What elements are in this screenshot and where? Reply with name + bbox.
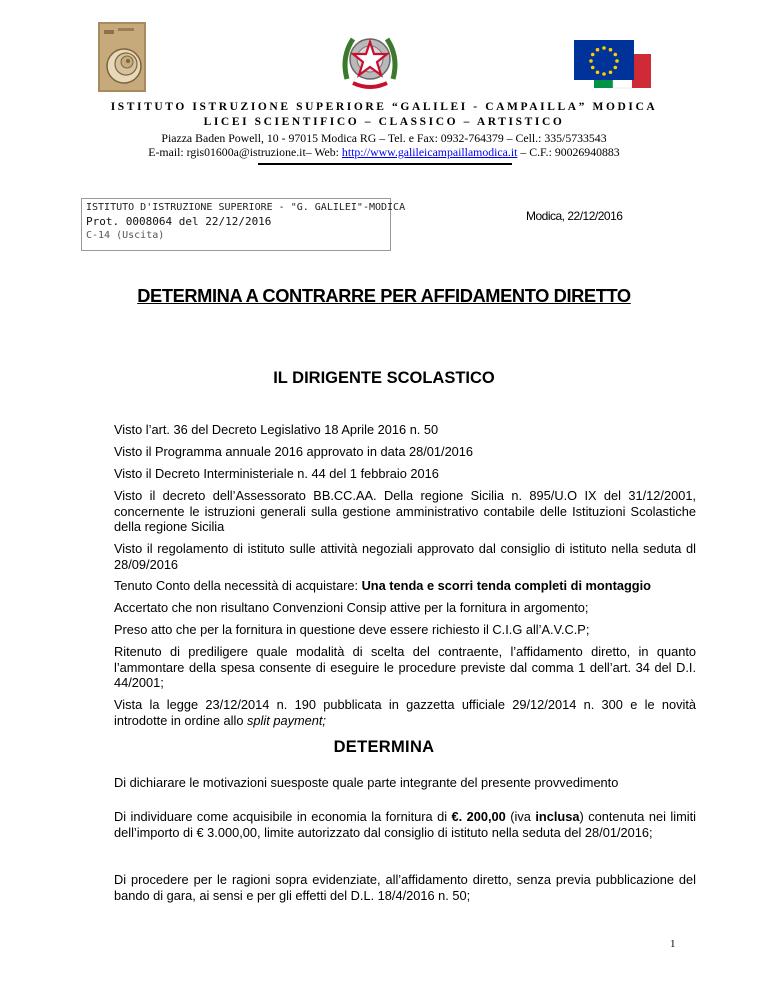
stamp-classification: C-14 (Uscita): [86, 230, 165, 241]
paragraph-visto-2: Visto il Programma annuale 2016 approvato in data 28/01/2016: [114, 444, 474, 459]
determina-2-text-c: ) contenuta nei limiti dell’importo di € 3.000,00, limite autorizzato dal consiglio di istituto nella seduta del 28/01/2016;: [114, 809, 696, 840]
tenuto-conto-text: Tenuto Conto della necessità di acquistare:: [114, 578, 362, 593]
header-divider: [258, 163, 512, 165]
paragraph-determina-2: [114, 809, 696, 840]
paragraph-preso-atto: Preso atto che per la fornitura in questione deve essere richiesto il C.I.G all’A.V.C.P;: [114, 622, 590, 637]
page-number: 1: [670, 938, 676, 950]
document-date: Modica, 22/12/2016: [526, 209, 623, 223]
paragraph-visto-4: Visto il decreto dell’Assessorato BB.CC.AA. Della regione Sicilia n. 895/U.O IX del 31/12/2001, concernente le istruzioni generali sulla gestione amministrativo contabile delle Istituzioni Scolastiche della regione Sicilia: [114, 488, 696, 534]
paragraph-visto-3: Visto il Decreto Interministeriale n. 44 del 1 febbraio 2016: [114, 466, 439, 481]
stamp-institute: ISTITUTO D'ISTRUZIONE SUPERIORE - "G. GALILEI"-MODICA: [86, 202, 406, 213]
institute-address: Piazza Baden Powell, 10 - 97015 Modica RG – Tel. e Fax: 0932-764379 – Cell.: 335/5733543: [161, 131, 607, 145]
amount-value: €. 200,00: [451, 809, 506, 824]
section-heading-determina: DETERMINA: [333, 738, 435, 756]
paragraph-vista-legge: [114, 697, 696, 728]
paragraph-tenuto-conto: [114, 578, 696, 594]
institute-name: ISTITUTO ISTRUZIONE SUPERIORE “GALILEI - CAMPAILLA” MODICA: [110, 101, 658, 113]
stamp-protocol-number: Prot. 0008064 del 22/12/2016: [86, 215, 272, 228]
italian-republic-emblem: [339, 27, 401, 95]
purchase-item: Una tenda e scorri tenda completi di montaggio: [361, 578, 651, 593]
determina-2-text-a: Di individuare come acquisibile in economia la fornitura di: [114, 809, 452, 824]
tax-code: – C.F.: 90026940883: [517, 145, 620, 159]
email-text: E-mail: rgis01600a@istruzione.it– Web:: [148, 145, 342, 159]
paragraph-determina-1: Di dichiarare le motivazioni suesposte quale parte integrante del presente provvedimento: [114, 775, 619, 790]
paragraph-ritenuto: Ritenuto di prediligere quale modalità di scelta del contraente, l’affidamento diretto, in quanto l’ammontare della spesa consente di eseguire le procedure previste dal comma 1 dell’art. 34 del D.I. 44/2001;: [114, 644, 696, 690]
fossil-shell-logo: [98, 22, 146, 92]
paragraph-visto-1: Visto l’art. 36 del Decreto Legislativo 18 Aprile 2016 n. 50: [114, 422, 439, 437]
document-title: DETERMINA A CONTRARRE PER AFFIDAMENTO DIRETTO: [137, 285, 631, 306]
section-heading-dirigente: IL DIRIGENTE SCOLASTICO: [273, 369, 495, 387]
institute-schools: LICEI SCIENTIFICO – CLASSICO – ARTISTICO: [203, 116, 565, 128]
paragraph-visto-5: Visto il regolamento di istituto sulle attività negoziali approvato dal consiglio di istituto nella seduta dl 28/09/2016: [114, 541, 696, 572]
determina-2-text-b: (iva: [505, 809, 536, 824]
website-link[interactable]: http://www.galileicampaillamodica.it: [341, 145, 518, 159]
vat-included-text: inclusa: [535, 809, 580, 824]
paragraph-accertato: Accertato che non risultano Convenzioni Consip attive per la fornitura in argomento;: [114, 600, 589, 615]
institute-contacts: [0, 145, 768, 160]
protocol-stamp: [81, 198, 406, 251]
split-payment-text: split payment;: [247, 712, 326, 728]
vista-legge-text: Vista la legge 23/12/2014 n. 190 pubblicata in gazzetta ufficiale 29/12/2014 n. 300 e le novità introdotte in ordine allo: [114, 697, 696, 728]
paragraph-determina-3: Di procedere per le ragioni sopra evidenziate, all’affidamento diretto, senza previa pubblicazione del bando di gara, ai sensi e per gli effetti del D.L. 18/4/2016 n. 50;: [114, 872, 696, 903]
eu-italy-flags-logo: [574, 40, 652, 90]
